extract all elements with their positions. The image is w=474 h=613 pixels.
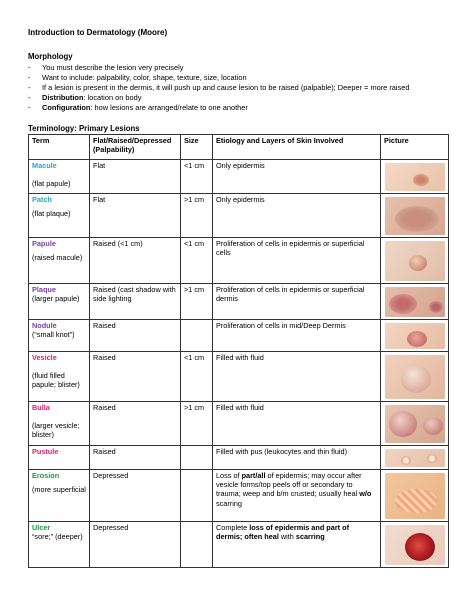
size-cell: >1 cm [181,193,213,237]
table-row [29,401,449,445]
lesion-photo [385,449,445,467]
term-name: Macule [32,160,57,170]
term-name: Bulla [32,402,50,412]
document-title: Introduction to Dermatology (Moore) [28,28,168,37]
term-description: (raised macule) [32,253,83,263]
term-name: Vesicle [32,352,57,362]
morphology-item: - Distribution: location on body [28,93,448,103]
palpability-cell: Depressed [90,521,181,567]
lesion-photo [385,323,445,349]
term-name: Patch [32,194,52,204]
etiology-cell: Only epidermis [213,193,381,237]
palpability-cell: Raised [90,445,181,469]
term-cell [29,351,90,401]
lesion-photo [385,473,445,519]
etiology-cell: Complete loss of epidermis and part of dermis; often heal with scarring [213,521,381,567]
term-description: (flat papule) [32,179,71,189]
etiology-cell: Only epidermis [213,159,381,193]
etiology-cell: Filled with fluid [213,401,381,445]
pustule-photo [381,445,449,469]
table-row [29,445,449,469]
term-description: “sore;” (deeper) [32,532,83,542]
term-name: Nodule [32,320,57,330]
term-cell [29,283,90,319]
term-cell [29,319,90,351]
size-cell [181,445,213,469]
lesion-photo [385,287,445,317]
size-cell: <1 cm [181,159,213,193]
table-row [29,469,449,521]
table-header-row [29,134,449,159]
etiology-cell: Proliferation of cells in epidermis or superficial dermis [213,283,381,319]
etiology-cell: Loss of part/all of epidermis; may occur after vesicle forms/top peels off or secondary to trauma; weep and b/m crusted; usually heal w/o scarring [213,469,381,521]
lesion-photo [385,241,445,281]
palpability-cell: Flat [90,159,181,193]
palpability-cell: Raised (<1 cm) [90,237,181,283]
term-description: (fluid filled papule; blister) [32,371,80,390]
ulcer-photo [381,521,449,567]
term-description: (flat plaque) [32,209,71,219]
morphology-item: - Configuration: how lesions are arranged/relate to one another [28,103,448,113]
table-row [29,319,449,351]
table-row [29,283,449,319]
macule-photo [381,159,449,193]
patch-photo [381,193,449,237]
table-row [29,159,449,193]
term-name: Ulcer [32,522,51,532]
plaque-photo [381,283,449,319]
term-description: (“small knot”) [32,330,75,340]
papule-photo [381,237,449,283]
column-header-size: Size [181,134,213,159]
morphology-item: - Want to include: palpability, color, shape, texture, size, location [28,73,448,83]
term-cell [29,445,90,469]
term-name: Papule [32,238,56,248]
palpability-cell: Raised [90,401,181,445]
palpability-cell: Raised [90,351,181,401]
size-cell [181,521,213,567]
palpability-cell: Raised (cast shadow with side lighting [90,283,181,319]
size-cell: <1 cm [181,237,213,283]
size-cell [181,469,213,521]
erosion-photo [381,469,449,521]
term-name: Plaque [32,284,56,294]
term-cell [29,237,90,283]
size-cell: <1 cm [181,351,213,401]
nodule-photo [381,319,449,351]
term-name: Pustule [32,446,59,456]
column-header-palpability: Flat/Raised/Depressed (Palpability) [90,134,181,159]
primary-lesions-table [28,134,449,568]
term-cell [29,469,90,521]
document-page [28,28,448,568]
size-cell [181,319,213,351]
size-cell: >1 cm [181,401,213,445]
terminology-heading: Terminology: Primary Lesions [28,123,140,133]
morphology-list [28,63,448,113]
term-cell [29,401,90,445]
size-cell: >1 cm [181,283,213,319]
vesicle-photo [381,351,449,401]
palpability-cell: Raised [90,319,181,351]
palpability-cell: Flat [90,193,181,237]
lesion-photo [385,163,445,191]
lesion-photo [385,525,445,565]
lesion-photo [385,197,445,235]
column-header-picture: Picture [381,134,449,159]
term-name: Erosion [32,470,60,480]
term-description: (larger papule) [32,294,80,304]
palpability-cell: Depressed [90,469,181,521]
bulla-photo [381,401,449,445]
column-header-term: Term [29,134,90,159]
table-row [29,193,449,237]
etiology-cell: Filled with fluid [213,351,381,401]
etiology-cell: Filled with pus (leukocytes and thin fluid) [213,445,381,469]
term-cell [29,193,90,237]
morphology-item: - You must describe the lesion very precisely [28,63,448,73]
term-cell [29,521,90,567]
column-header-etiology: Etiology and Layers of Skin Involved [213,134,381,159]
term-description: (more superficial [32,485,86,495]
table-row [29,351,449,401]
morphology-item: - If a lesion is present in the dermis, it will push up and cause lesion to be raised (palpable); Deeper = more raised [28,83,448,93]
term-cell [29,159,90,193]
term-description: (larger vesicle; blister) [32,421,80,440]
etiology-cell: Proliferation of cells in mid/Deep Dermis [213,319,381,351]
lesion-photo [385,355,445,399]
table-row [29,521,449,567]
etiology-cell: Proliferation of cells in epidermis or superficial cells [213,237,381,283]
morphology-heading: Morphology [28,51,73,61]
lesion-photo [385,405,445,443]
table-row [29,237,449,283]
